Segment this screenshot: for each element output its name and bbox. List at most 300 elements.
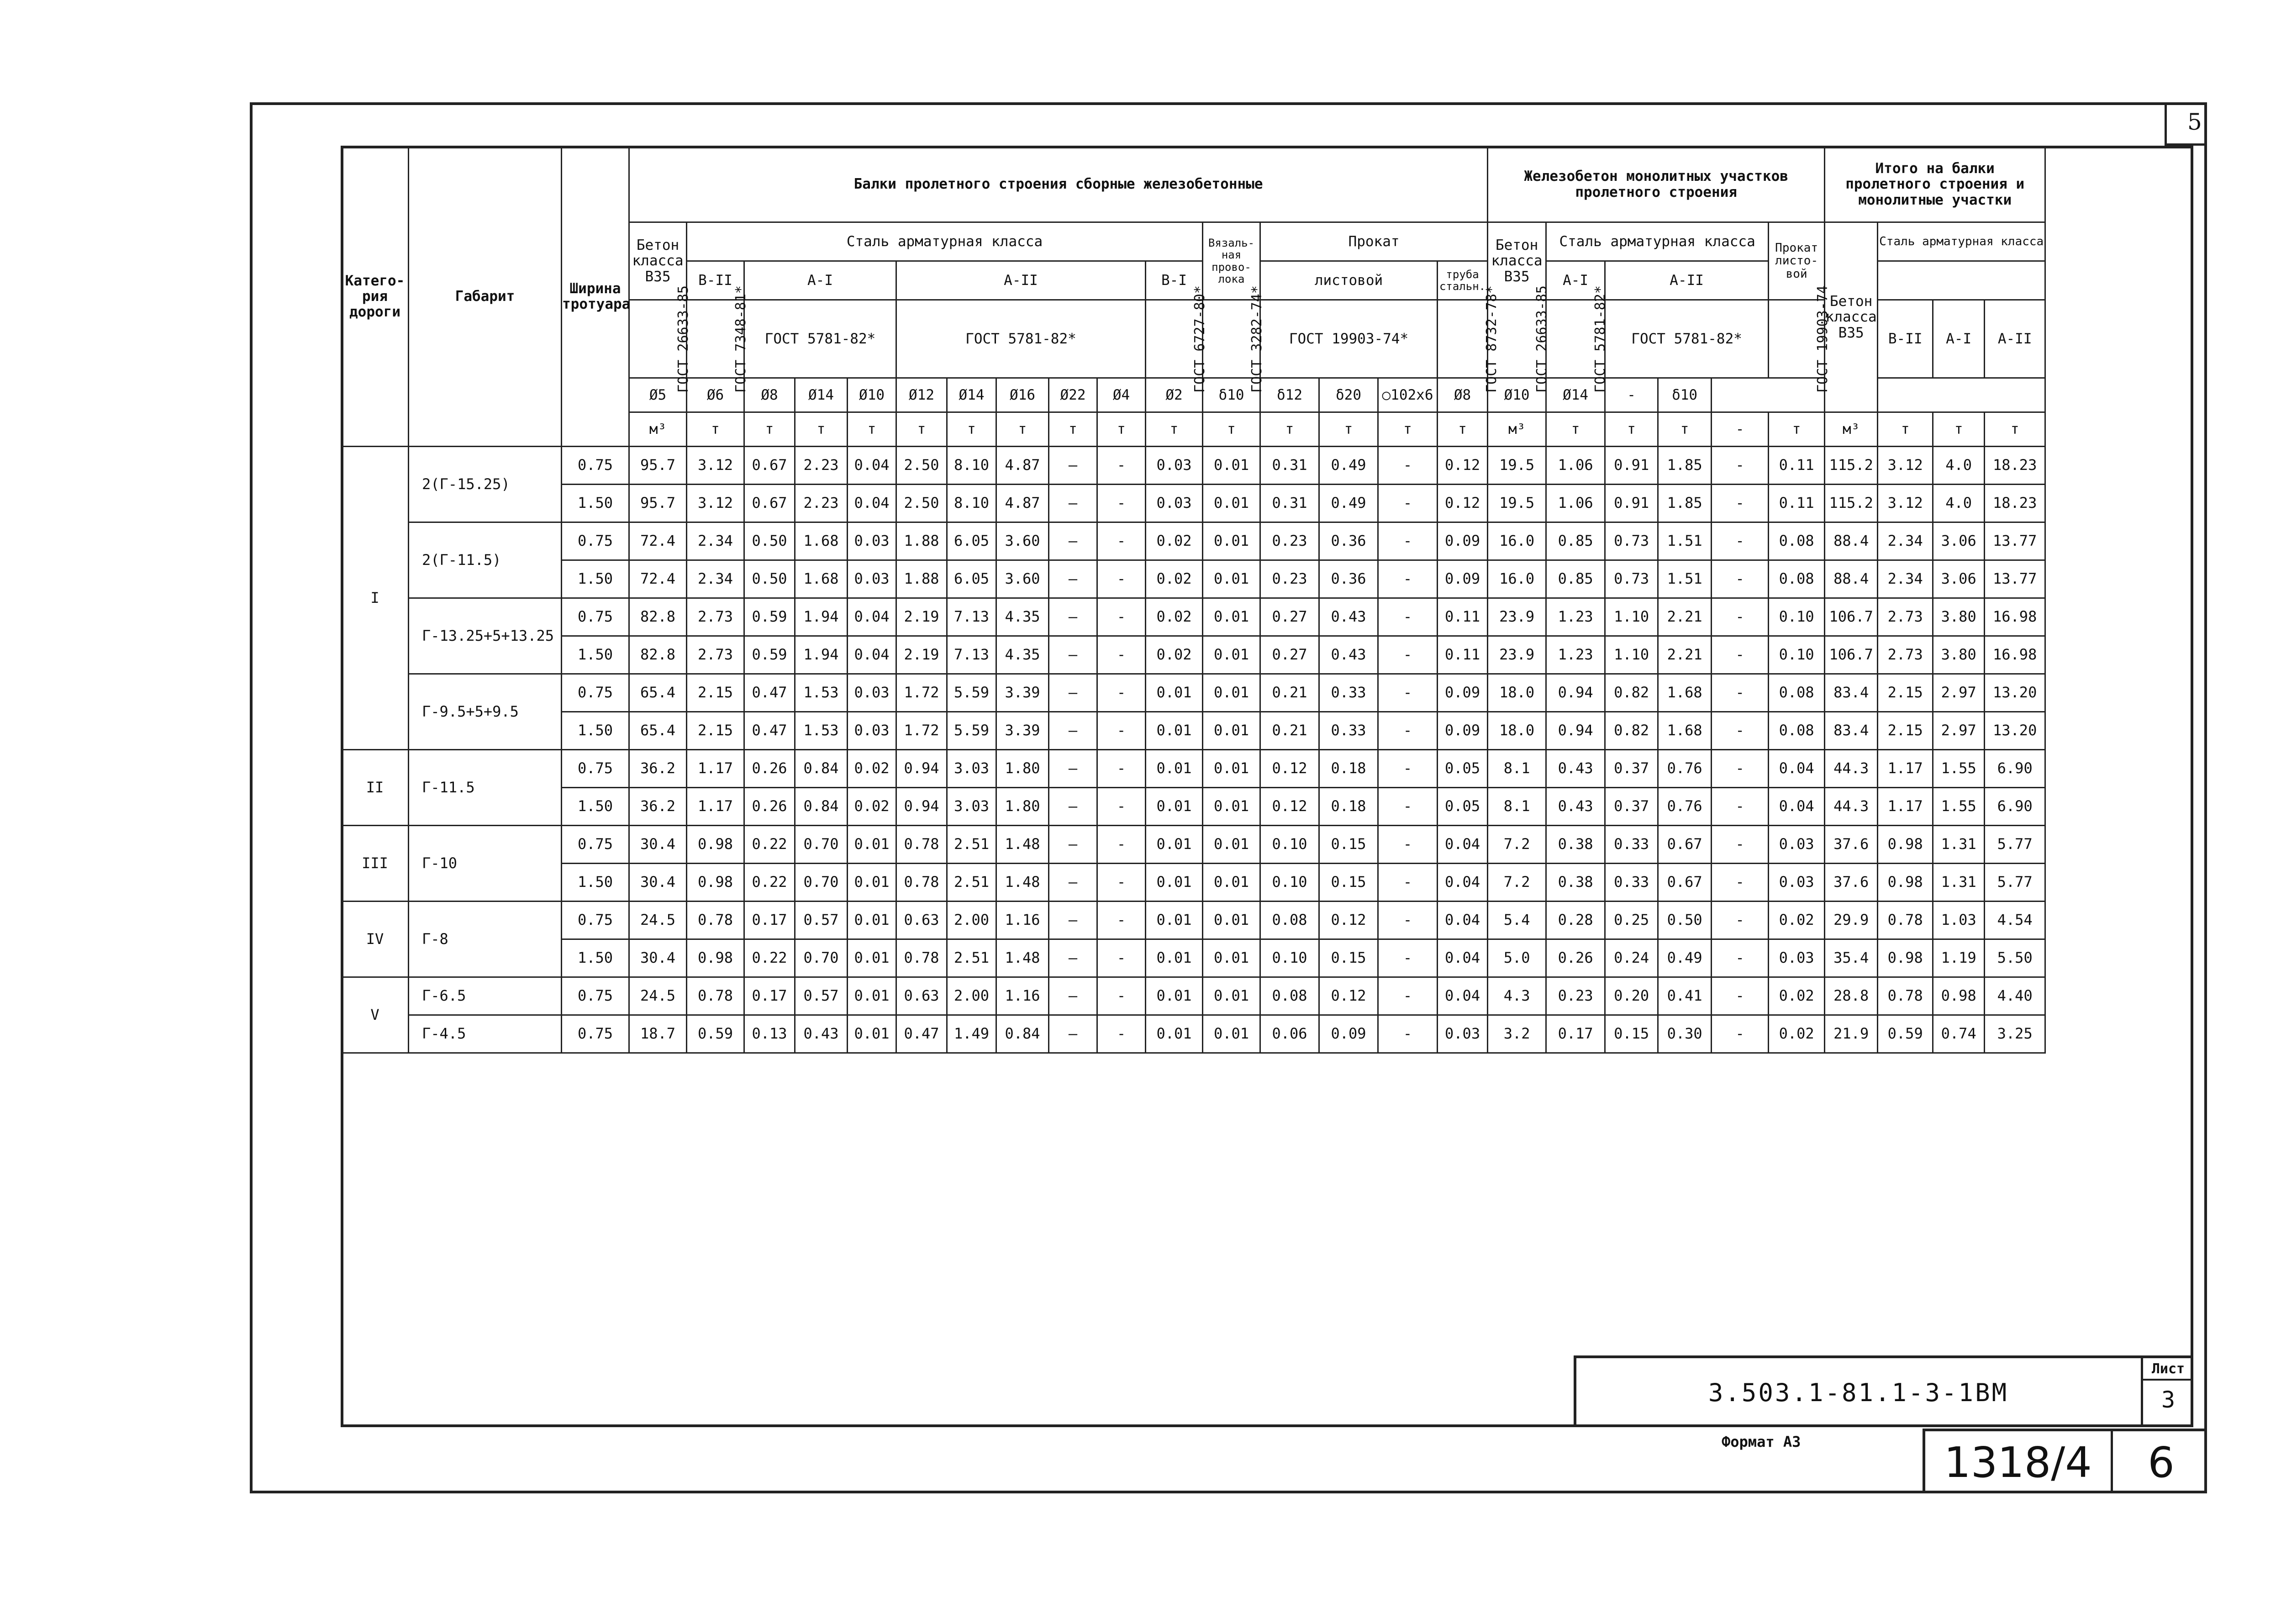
unit-cell: т (1933, 412, 1985, 447)
value-cell: 0.17 (744, 902, 795, 939)
value-cell: 0.27 (1260, 636, 1319, 674)
unit-cell: м³ (629, 412, 687, 447)
value-cell: 21.9 (1825, 1015, 1878, 1053)
sidewalk-cell: 0.75 (562, 1015, 629, 1053)
value-cell: 0.01 (1203, 788, 1260, 826)
value-cell: - (1712, 447, 1769, 485)
value-cell: - (1712, 485, 1769, 522)
value-cell: 0.01 (1146, 864, 1203, 902)
gost-concrete: ГОСТ 26633-85 (629, 300, 687, 378)
value-cell: 13.77 (1985, 522, 2045, 560)
value-cell: 0.08 (1260, 977, 1319, 1015)
value-cell: - (1712, 636, 1769, 674)
value-cell: – (1049, 560, 1097, 598)
diameter-cell: Ø10 (848, 378, 896, 412)
value-cell: 0.94 (896, 788, 947, 826)
value-cell: 0.01 (1203, 939, 1260, 977)
table-row (342, 522, 2045, 560)
value-cell: 2.97 (1933, 674, 1985, 712)
value-cell: - (1378, 750, 1438, 788)
value-cell: 0.02 (848, 788, 896, 826)
value-cell: 0.70 (795, 939, 848, 977)
value-cell: 1.16 (996, 902, 1049, 939)
value-cell: - (1097, 1015, 1146, 1053)
value-cell: 2.73 (1878, 636, 1933, 674)
value-cell: 5.50 (1985, 939, 2045, 977)
value-cell: 0.67 (744, 447, 795, 485)
value-cell: 2.23 (795, 485, 848, 522)
value-cell: 0.43 (1319, 636, 1378, 674)
value-cell: 7.2 (1488, 826, 1546, 864)
value-cell: 0.01 (1203, 977, 1260, 1015)
value-cell: - (1097, 750, 1146, 788)
title-block (1574, 1355, 2193, 1427)
unit-cell: т (1438, 412, 1488, 447)
class-bii: В-II (687, 261, 744, 300)
total-class-aii: А-II (1985, 300, 2045, 378)
value-cell: - (1097, 977, 1146, 1015)
value-cell: 115.2 (1825, 485, 1878, 522)
value-cell: 0.15 (1319, 939, 1378, 977)
gabarit-cell: Г-6.5 (409, 977, 562, 1015)
value-cell: - (1712, 977, 1769, 1015)
value-cell: 1.53 (795, 712, 848, 750)
value-cell: 0.47 (744, 712, 795, 750)
value-cell: 0.27 (1260, 598, 1319, 636)
unit-cell: т (1605, 412, 1658, 447)
value-cell: 0.02 (1146, 522, 1203, 560)
value-cell: 0.98 (1878, 939, 1933, 977)
value-cell: 0.01 (848, 939, 896, 977)
value-cell: 0.33 (1605, 826, 1658, 864)
value-cell: 36.2 (629, 750, 687, 788)
value-cell: 0.70 (795, 864, 848, 902)
value-cell: 3.25 (1985, 1015, 2045, 1053)
value-cell: 0.02 (1769, 977, 1825, 1015)
sidewalk-cell: 0.75 (562, 598, 629, 636)
value-cell: 1.10 (1605, 636, 1658, 674)
gost-bi: ГОСТ 6727-80* (1146, 300, 1203, 378)
value-cell: 0.70 (795, 826, 848, 864)
value-cell: 1.68 (1658, 674, 1712, 712)
table-row (342, 674, 2045, 712)
value-cell: - (1097, 522, 1146, 560)
value-cell: - (1097, 636, 1146, 674)
diameter-cell: Ø12 (896, 378, 947, 412)
value-cell: 88.4 (1825, 560, 1878, 598)
value-cell: 4.3 (1488, 977, 1546, 1015)
value-cell: 4.35 (996, 598, 1049, 636)
value-cell: 95.7 (629, 447, 687, 485)
gost-wire: ГОСТ 3282-74* (1203, 300, 1260, 378)
value-cell: 0.10 (1260, 826, 1319, 864)
value-cell: 0.11 (1769, 447, 1825, 485)
value-cell: 0.01 (848, 864, 896, 902)
value-cell: 2.34 (687, 522, 744, 560)
value-cell: - (1097, 674, 1146, 712)
value-cell: 2.23 (795, 447, 848, 485)
value-cell: 19.5 (1488, 485, 1546, 522)
value-cell: 3.80 (1933, 636, 1985, 674)
value-cell: 0.36 (1319, 522, 1378, 560)
value-cell: 18.23 (1985, 447, 2045, 485)
value-cell: 1.88 (896, 522, 947, 560)
rolled-sheet-header: листовой (1260, 261, 1438, 300)
value-cell: 2.21 (1658, 636, 1712, 674)
value-cell: 0.30 (1658, 1015, 1712, 1053)
value-cell: 0.18 (1319, 750, 1378, 788)
value-cell: 3.60 (996, 522, 1049, 560)
value-cell: 0.01 (1203, 712, 1260, 750)
value-cell: – (1049, 902, 1097, 939)
value-cell: 3.12 (687, 447, 744, 485)
value-cell: 2.73 (1878, 598, 1933, 636)
value-cell: 37.6 (1825, 864, 1878, 902)
value-cell: 1.49 (947, 1015, 996, 1053)
value-cell: 0.37 (1605, 788, 1658, 826)
value-cell: 0.59 (1878, 1015, 1933, 1053)
value-cell: 2.15 (1878, 712, 1933, 750)
value-cell: 0.98 (687, 939, 744, 977)
document-code: 3.503.1-81.1-3-1ВМ (1708, 1378, 2009, 1407)
value-cell: 0.57 (795, 977, 848, 1015)
sidewalk-cell: 0.75 (562, 750, 629, 788)
value-cell: - (1712, 522, 1769, 560)
value-cell: 1.80 (996, 788, 1049, 826)
diameter-cell: Ø16 (996, 378, 1049, 412)
value-cell: 0.12 (1319, 977, 1378, 1015)
value-cell: 19.5 (1488, 447, 1546, 485)
value-cell: 95.7 (629, 485, 687, 522)
value-cell: - (1378, 485, 1438, 522)
table-row (342, 598, 2045, 636)
value-cell: 0.84 (795, 788, 848, 826)
value-cell: 0.50 (1658, 902, 1712, 939)
value-cell: - (1097, 598, 1146, 636)
value-cell: 0.17 (744, 977, 795, 1015)
value-cell: 106.7 (1825, 598, 1878, 636)
value-cell: 0.33 (1319, 674, 1378, 712)
diameter-cell: Ø5 (629, 378, 687, 412)
value-cell: 4.0 (1933, 447, 1985, 485)
value-cell: 1.10 (1605, 598, 1658, 636)
value-cell: 0.37 (1605, 750, 1658, 788)
value-cell: 7.13 (947, 598, 996, 636)
value-cell: 1.31 (1933, 864, 1985, 902)
value-cell: 0.50 (744, 560, 795, 598)
value-cell: 0.24 (1605, 939, 1658, 977)
value-cell: 0.22 (744, 864, 795, 902)
value-cell: 0.78 (896, 864, 947, 902)
value-cell: 0.74 (1933, 1015, 1985, 1053)
value-cell: 0.73 (1605, 522, 1658, 560)
value-cell: 6.05 (947, 522, 996, 560)
value-cell: 2.34 (687, 560, 744, 598)
value-cell: 0.08 (1769, 674, 1825, 712)
table-row (342, 977, 2045, 1015)
value-cell: – (1049, 522, 1097, 560)
value-cell: 0.04 (1438, 864, 1488, 902)
unit-cell: т (687, 412, 744, 447)
header-sidewalk: Ширина тротуара (562, 147, 629, 447)
value-cell: 0.02 (1146, 560, 1203, 598)
value-cell: 5.77 (1985, 864, 2045, 902)
value-cell: 4.87 (996, 485, 1049, 522)
value-cell: 1.94 (795, 636, 848, 674)
value-cell: 83.4 (1825, 712, 1878, 750)
value-cell: - (1378, 598, 1438, 636)
unit-cell: - (1712, 412, 1769, 447)
value-cell: - (1378, 712, 1438, 750)
value-cell: 0.03 (848, 674, 896, 712)
value-cell: 0.09 (1438, 674, 1488, 712)
value-cell: 3.12 (687, 485, 744, 522)
value-cell: 2.97 (1933, 712, 1985, 750)
value-cell: – (1049, 674, 1097, 712)
value-cell: 0.01 (1203, 1015, 1260, 1053)
value-cell: 0.03 (848, 560, 896, 598)
value-cell: 5.4 (1488, 902, 1546, 939)
value-cell: 3.03 (947, 750, 996, 788)
value-cell: 0.13 (744, 1015, 795, 1053)
value-cell: 0.04 (1769, 750, 1825, 788)
value-cell: 0.01 (1146, 826, 1203, 864)
value-cell: - (1712, 939, 1769, 977)
value-cell: 1.17 (1878, 750, 1933, 788)
value-cell: 72.4 (629, 522, 687, 560)
value-cell: 0.21 (1260, 712, 1319, 750)
value-cell: 5.0 (1488, 939, 1546, 977)
gabarit-cell: Г-8 (409, 902, 562, 977)
value-cell: - (1097, 485, 1146, 522)
value-cell: 0.03 (1769, 826, 1825, 864)
value-cell: - (1097, 712, 1146, 750)
value-cell: – (1049, 712, 1097, 750)
value-cell: 0.09 (1319, 1015, 1378, 1053)
diameter-cell: - (1605, 378, 1658, 412)
mono-gost-sheet: ГОСТ 19903-74 (1769, 300, 1825, 378)
value-cell: 2.00 (947, 902, 996, 939)
value-cell: - (1712, 560, 1769, 598)
value-cell: 0.36 (1319, 560, 1378, 598)
value-cell: 8.1 (1488, 750, 1546, 788)
value-cell: - (1712, 864, 1769, 902)
value-cell: 0.38 (1546, 826, 1605, 864)
class-aii: А-II (896, 261, 1146, 300)
value-cell: 0.01 (1203, 522, 1260, 560)
table-row (342, 447, 2045, 485)
header-group-monolithic: Железобетон монолитных участков пролетного строения (1488, 147, 1825, 222)
gabarit-cell: Г-4.5 (409, 1015, 562, 1053)
value-cell: 1.55 (1933, 750, 1985, 788)
value-cell: 2.73 (687, 598, 744, 636)
value-cell: - (1097, 902, 1146, 939)
value-cell: 5.59 (947, 712, 996, 750)
value-cell: 0.78 (687, 902, 744, 939)
value-cell: 0.15 (1319, 826, 1378, 864)
value-cell: 0.01 (1146, 902, 1203, 939)
value-cell: 0.26 (1546, 939, 1605, 977)
value-cell: 1.68 (795, 522, 848, 560)
value-cell: – (1049, 598, 1097, 636)
value-cell: 0.02 (1146, 636, 1203, 674)
value-cell: 0.57 (795, 902, 848, 939)
value-cell: 8.1 (1488, 788, 1546, 826)
value-cell: 2.15 (687, 712, 744, 750)
diameter-cell: Ø14 (795, 378, 848, 412)
value-cell: 0.05 (1438, 750, 1488, 788)
value-cell: 0.02 (1146, 598, 1203, 636)
value-cell: 3.2 (1488, 1015, 1546, 1053)
value-cell: 2.15 (687, 674, 744, 712)
value-cell: - (1712, 674, 1769, 712)
value-cell: 0.01 (1203, 636, 1260, 674)
value-cell: 18.7 (629, 1015, 687, 1053)
value-cell: 0.49 (1319, 485, 1378, 522)
value-cell: - (1712, 826, 1769, 864)
value-cell: 0.09 (1438, 712, 1488, 750)
format-label: Формат А3 (1722, 1433, 1801, 1450)
value-cell: 3.80 (1933, 598, 1985, 636)
value-cell: 0.04 (1438, 902, 1488, 939)
value-cell: 82.8 (629, 598, 687, 636)
header-group-total: Итого на балки пролетного строения и монолитные участки (1825, 147, 2045, 222)
value-cell: 18.23 (1985, 485, 2045, 522)
value-cell: – (1049, 977, 1097, 1015)
value-cell: 0.01 (1203, 598, 1260, 636)
value-cell: 1.06 (1546, 485, 1605, 522)
value-cell: 0.04 (1438, 826, 1488, 864)
value-cell: 0.03 (848, 712, 896, 750)
value-cell: 3.03 (947, 788, 996, 826)
inventory-number: 1318/4 (1944, 1438, 2092, 1487)
unit-cell: т (1203, 412, 1260, 447)
value-cell: 6.05 (947, 560, 996, 598)
value-cell: 2.00 (947, 977, 996, 1015)
value-cell: 0.04 (848, 447, 896, 485)
value-cell: 30.4 (629, 939, 687, 977)
total-class-ai: А-I (1933, 300, 1985, 378)
value-cell: 0.01 (1203, 864, 1260, 902)
value-cell: - (1378, 788, 1438, 826)
gost-ai: ГОСТ 5781-82* (744, 300, 896, 378)
inventory-box (1923, 1429, 2207, 1493)
value-cell: 0.26 (744, 788, 795, 826)
value-cell: 0.11 (1438, 636, 1488, 674)
value-cell: 0.91 (1605, 447, 1658, 485)
materials-table (341, 146, 2046, 1054)
value-cell: 2.34 (1878, 522, 1933, 560)
value-cell: 1.17 (687, 788, 744, 826)
sheet-number: 3 (2161, 1387, 2176, 1413)
value-cell: 0.02 (1769, 1015, 1825, 1053)
value-cell: 82.8 (629, 636, 687, 674)
value-cell: 3.39 (996, 674, 1049, 712)
value-cell: 0.06 (1260, 1015, 1319, 1053)
value-cell: 0.20 (1605, 977, 1658, 1015)
value-cell: 0.63 (896, 977, 947, 1015)
category-cell: I (342, 447, 409, 750)
beams-steel-header: Сталь арматурная класса (687, 222, 1203, 261)
value-cell: 13.20 (1985, 712, 2045, 750)
value-cell: - (1378, 902, 1438, 939)
value-cell: 0.01 (1146, 674, 1203, 712)
page-number-box (2165, 102, 2207, 146)
table-row (342, 560, 2045, 598)
value-cell: 0.03 (1769, 939, 1825, 977)
value-cell: 0.98 (1878, 864, 1933, 902)
value-cell: 0.28 (1546, 902, 1605, 939)
value-cell: - (1712, 788, 1769, 826)
value-cell: 28.8 (1825, 977, 1878, 1015)
sidewalk-cell: 1.50 (562, 485, 629, 522)
value-cell: 0.03 (1769, 864, 1825, 902)
table-row (342, 712, 2045, 750)
value-cell: 0.94 (1546, 712, 1605, 750)
value-cell: - (1097, 447, 1146, 485)
value-cell: 24.5 (629, 977, 687, 1015)
gabarit-cell: Г-13.25+5+13.25 (409, 598, 562, 674)
value-cell: 0.01 (1146, 977, 1203, 1015)
value-cell: 2.73 (687, 636, 744, 674)
value-cell: 3.12 (1878, 447, 1933, 485)
bottom-sheet-number: 6 (2111, 1431, 2209, 1493)
value-cell: 115.2 (1825, 447, 1878, 485)
value-cell: 1.03 (1933, 902, 1985, 939)
value-cell: 0.01 (1146, 788, 1203, 826)
value-cell: 0.01 (1146, 1015, 1203, 1053)
value-cell: 2.51 (947, 864, 996, 902)
value-cell: 1.72 (896, 712, 947, 750)
value-cell: 0.01 (1146, 712, 1203, 750)
value-cell: 0.04 (1769, 788, 1825, 826)
gost-sheet: ГОСТ 19903-74* (1260, 300, 1438, 378)
value-cell: 4.35 (996, 636, 1049, 674)
table-row (342, 788, 2045, 826)
value-cell: 0.43 (1319, 598, 1378, 636)
page-number: 5 (2187, 109, 2202, 135)
value-cell: 8.10 (947, 447, 996, 485)
value-cell: 0.12 (1260, 750, 1319, 788)
diameter-cell: δ10 (1658, 378, 1712, 412)
value-cell: 0.98 (687, 864, 744, 902)
table-row (342, 1015, 2045, 1053)
value-cell: 29.9 (1825, 902, 1878, 939)
sidewalk-cell: 1.50 (562, 939, 629, 977)
value-cell: 0.12 (1438, 485, 1488, 522)
value-cell: 0.94 (896, 750, 947, 788)
value-cell: 1.68 (1658, 712, 1712, 750)
value-cell: 30.4 (629, 864, 687, 902)
value-cell: 0.84 (795, 750, 848, 788)
value-cell: - (1097, 864, 1146, 902)
value-cell: 1.88 (896, 560, 947, 598)
header-category: Катего- рия дороги (342, 147, 409, 447)
value-cell: 0.01 (848, 826, 896, 864)
value-cell: 0.73 (1605, 560, 1658, 598)
value-cell: 1.19 (1933, 939, 1985, 977)
value-cell: 3.06 (1933, 522, 1985, 560)
diameter-cell: δ12 (1260, 378, 1319, 412)
value-cell: 23.9 (1488, 598, 1546, 636)
value-cell: 0.01 (848, 1015, 896, 1053)
value-cell: - (1378, 447, 1438, 485)
value-cell: 2.19 (896, 598, 947, 636)
sidewalk-cell: 0.75 (562, 522, 629, 560)
value-cell: 0.01 (1203, 750, 1260, 788)
value-cell: 0.09 (1438, 560, 1488, 598)
value-cell: 0.59 (744, 598, 795, 636)
